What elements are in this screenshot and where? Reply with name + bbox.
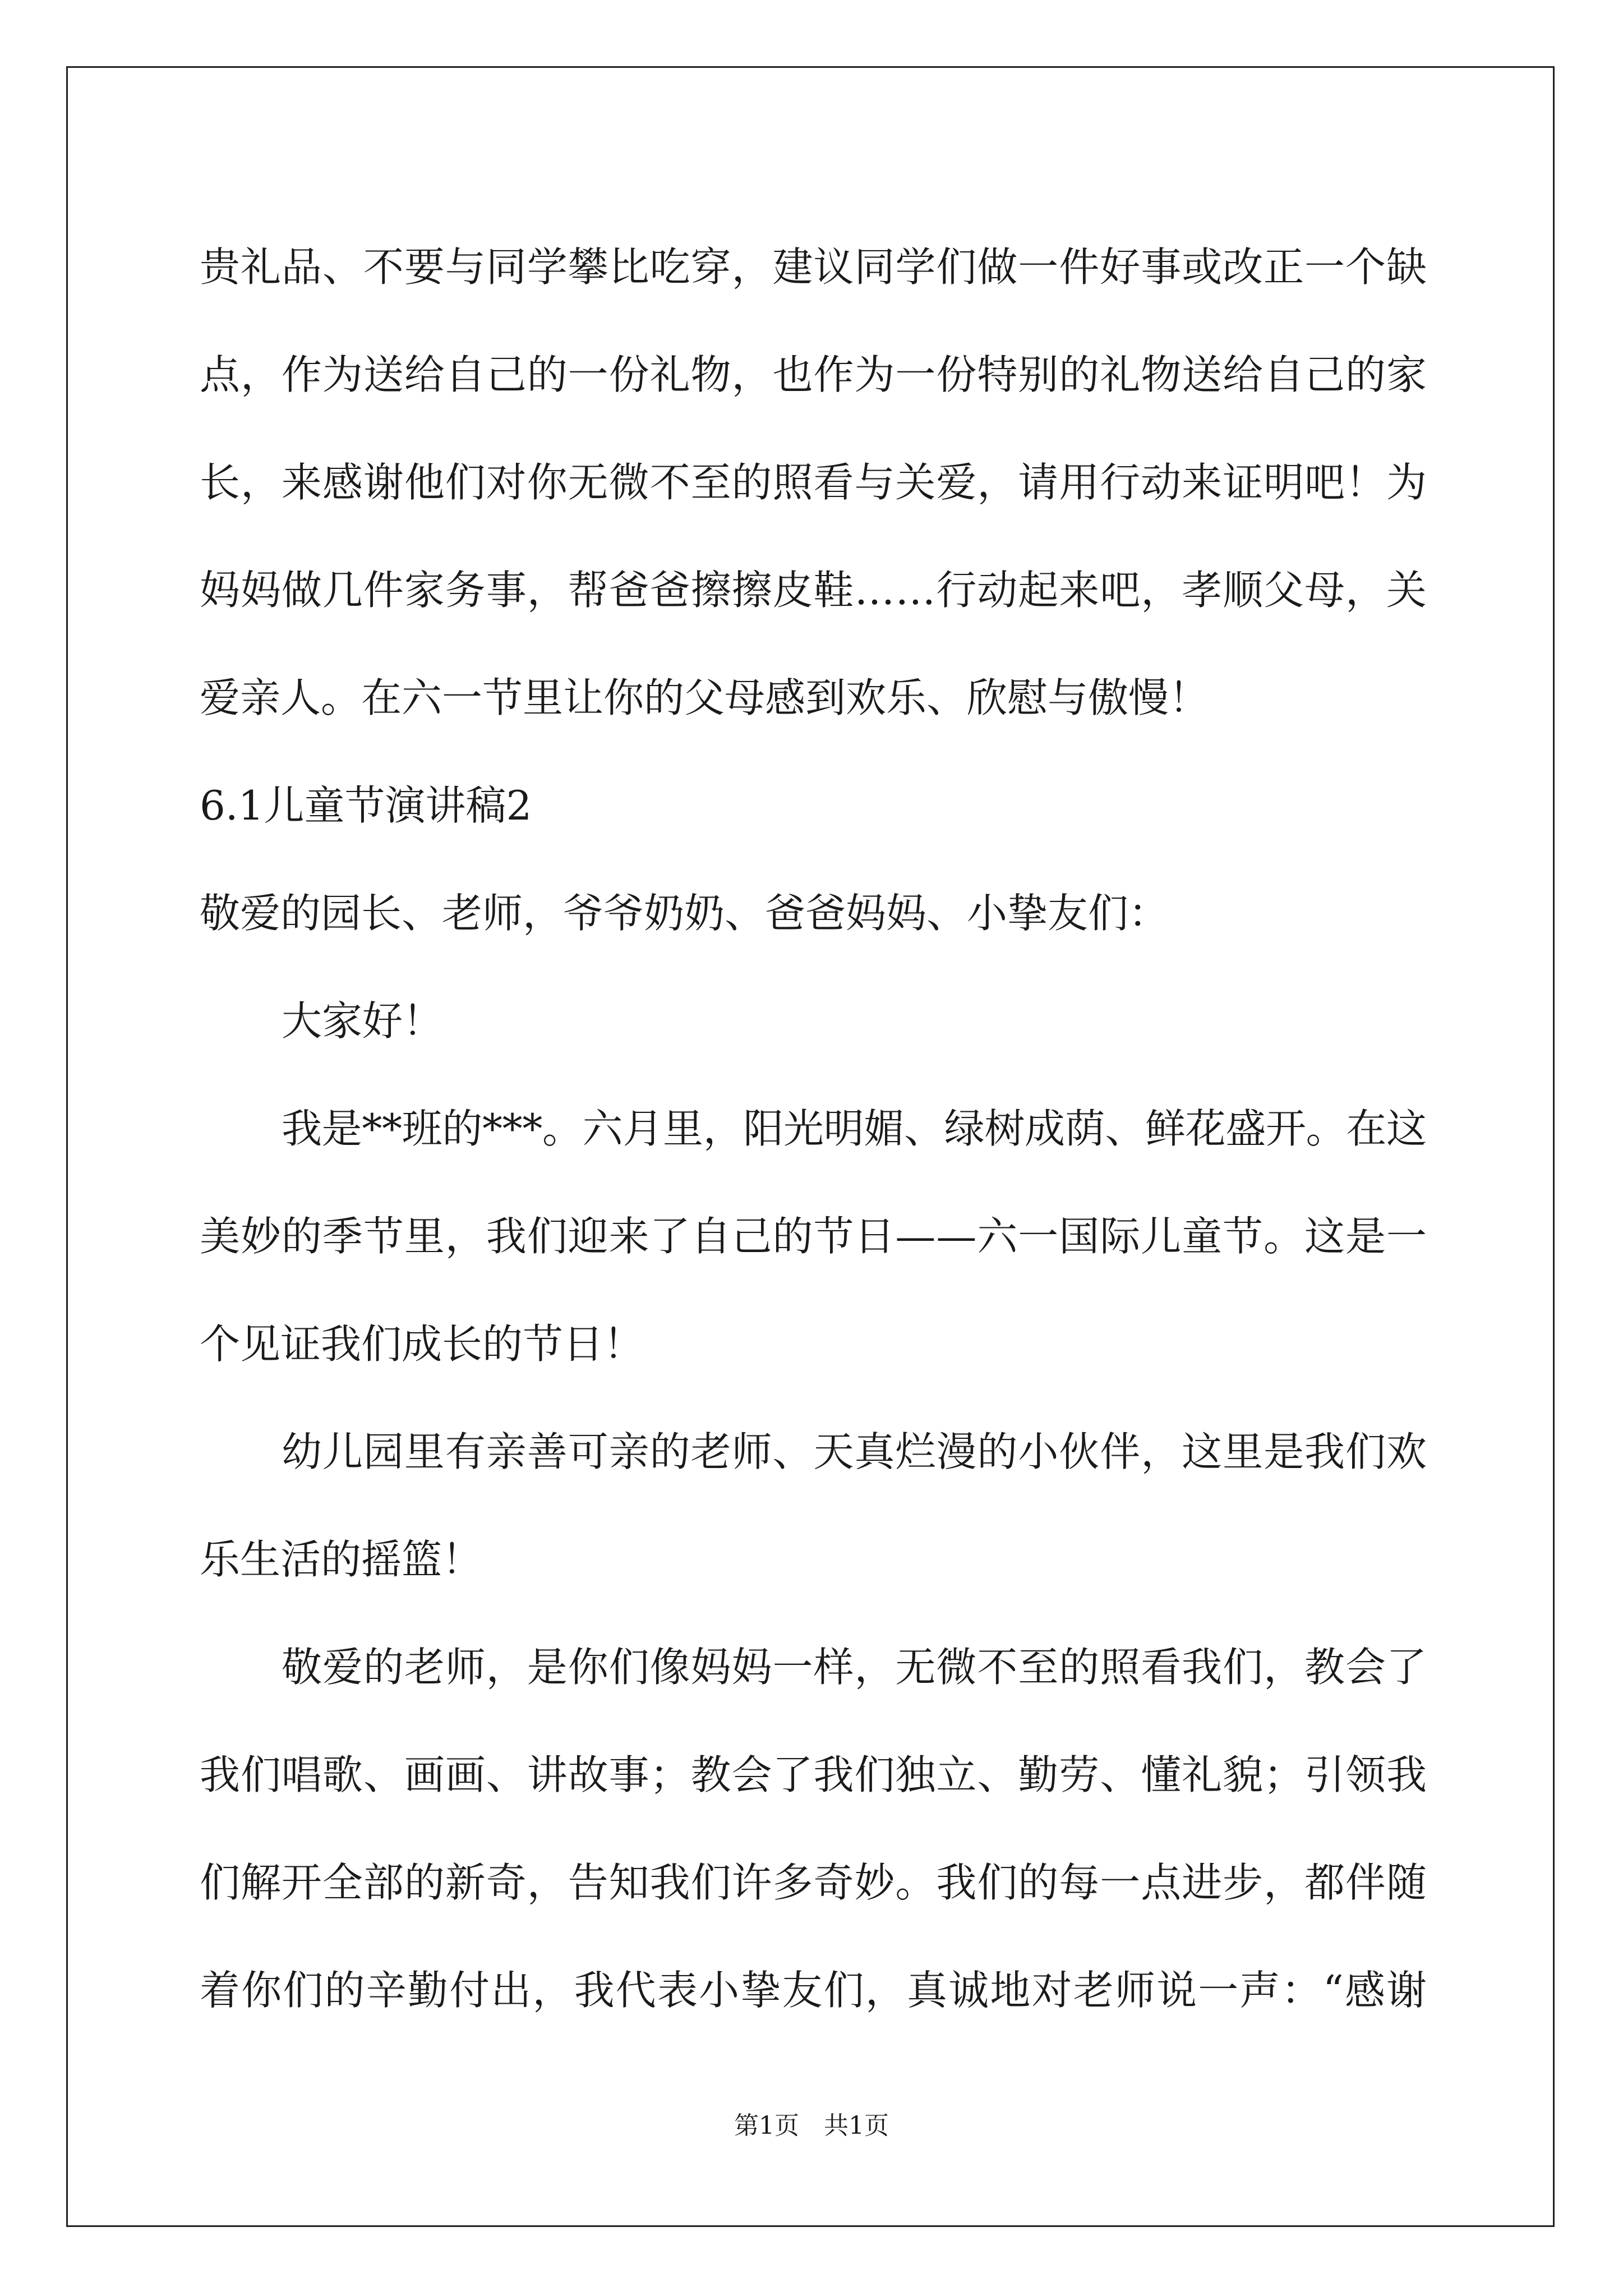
text-line-2: 点，作为送给自己的一份礼物，也作为一份特别的礼物送给自己的家 (200, 351, 1427, 398)
text-line-16: 们解开全部的新奇，告知我们许多奇妙。我们的每一点进步，都伴随 (200, 1859, 1427, 1906)
text-line-17: 着你们的辛勤付出，我代表小挚友们，真诚地对老师说一声：“感谢 (200, 1967, 1428, 2014)
text-line-15: 我们唱歌、画画、讲故事；教会了我们独立、勤劳、懂礼貌；引领我 (200, 1751, 1427, 1798)
text-line-11: 个见证我们成长的节日！ (200, 1320, 644, 1368)
salutation: 敬爱的园长、老师，爷爷奶奶、爸爸妈妈、小挚友们： (200, 890, 1169, 937)
greeting: 大家好！ (282, 997, 444, 1045)
text-line-3: 长，来感谢他们对你无微不至的照看与关爱，请用行动来证明吧！为 (200, 459, 1427, 506)
document-body (200, 213, 1433, 2044)
text-line-14: 敬爱的老师，是你们像妈妈一样，无微不至的照看我们，教会了 (282, 1644, 1427, 1691)
section-heading: 6.1儿童节演讲稿2 (200, 782, 532, 829)
page-footer: 第1页 共1页 (734, 2111, 889, 2140)
text-line-13: 乐生活的摇篮！ (200, 1536, 483, 1583)
text-line-10: 美妙的季节里，我们迎来了自己的节日——六一国际儿童节。这是一 (200, 1213, 1427, 1260)
text-line-5: 爱亲人。在六一节里让你的父母感到欢乐、欣慰与傲慢！ (200, 674, 1210, 721)
text-line-4: 妈妈做几件家务事，帮爸爸擦擦皮鞋……行动起来吧，孝顺父母，关 (200, 567, 1427, 614)
text-line-1: 贵礼品、不要与同学攀比吃穿，建议同学们做一件好事或改正一个缺 (200, 243, 1427, 291)
text-line-12: 幼儿园里有亲善可亲的老师、天真烂漫的小伙伴，这里是我们欢 (282, 1428, 1427, 1475)
text-line-9: 我是**班的***。六月里，阳光明媚、绿树成荫、鲜花盛开。在这 (282, 1105, 1427, 1152)
